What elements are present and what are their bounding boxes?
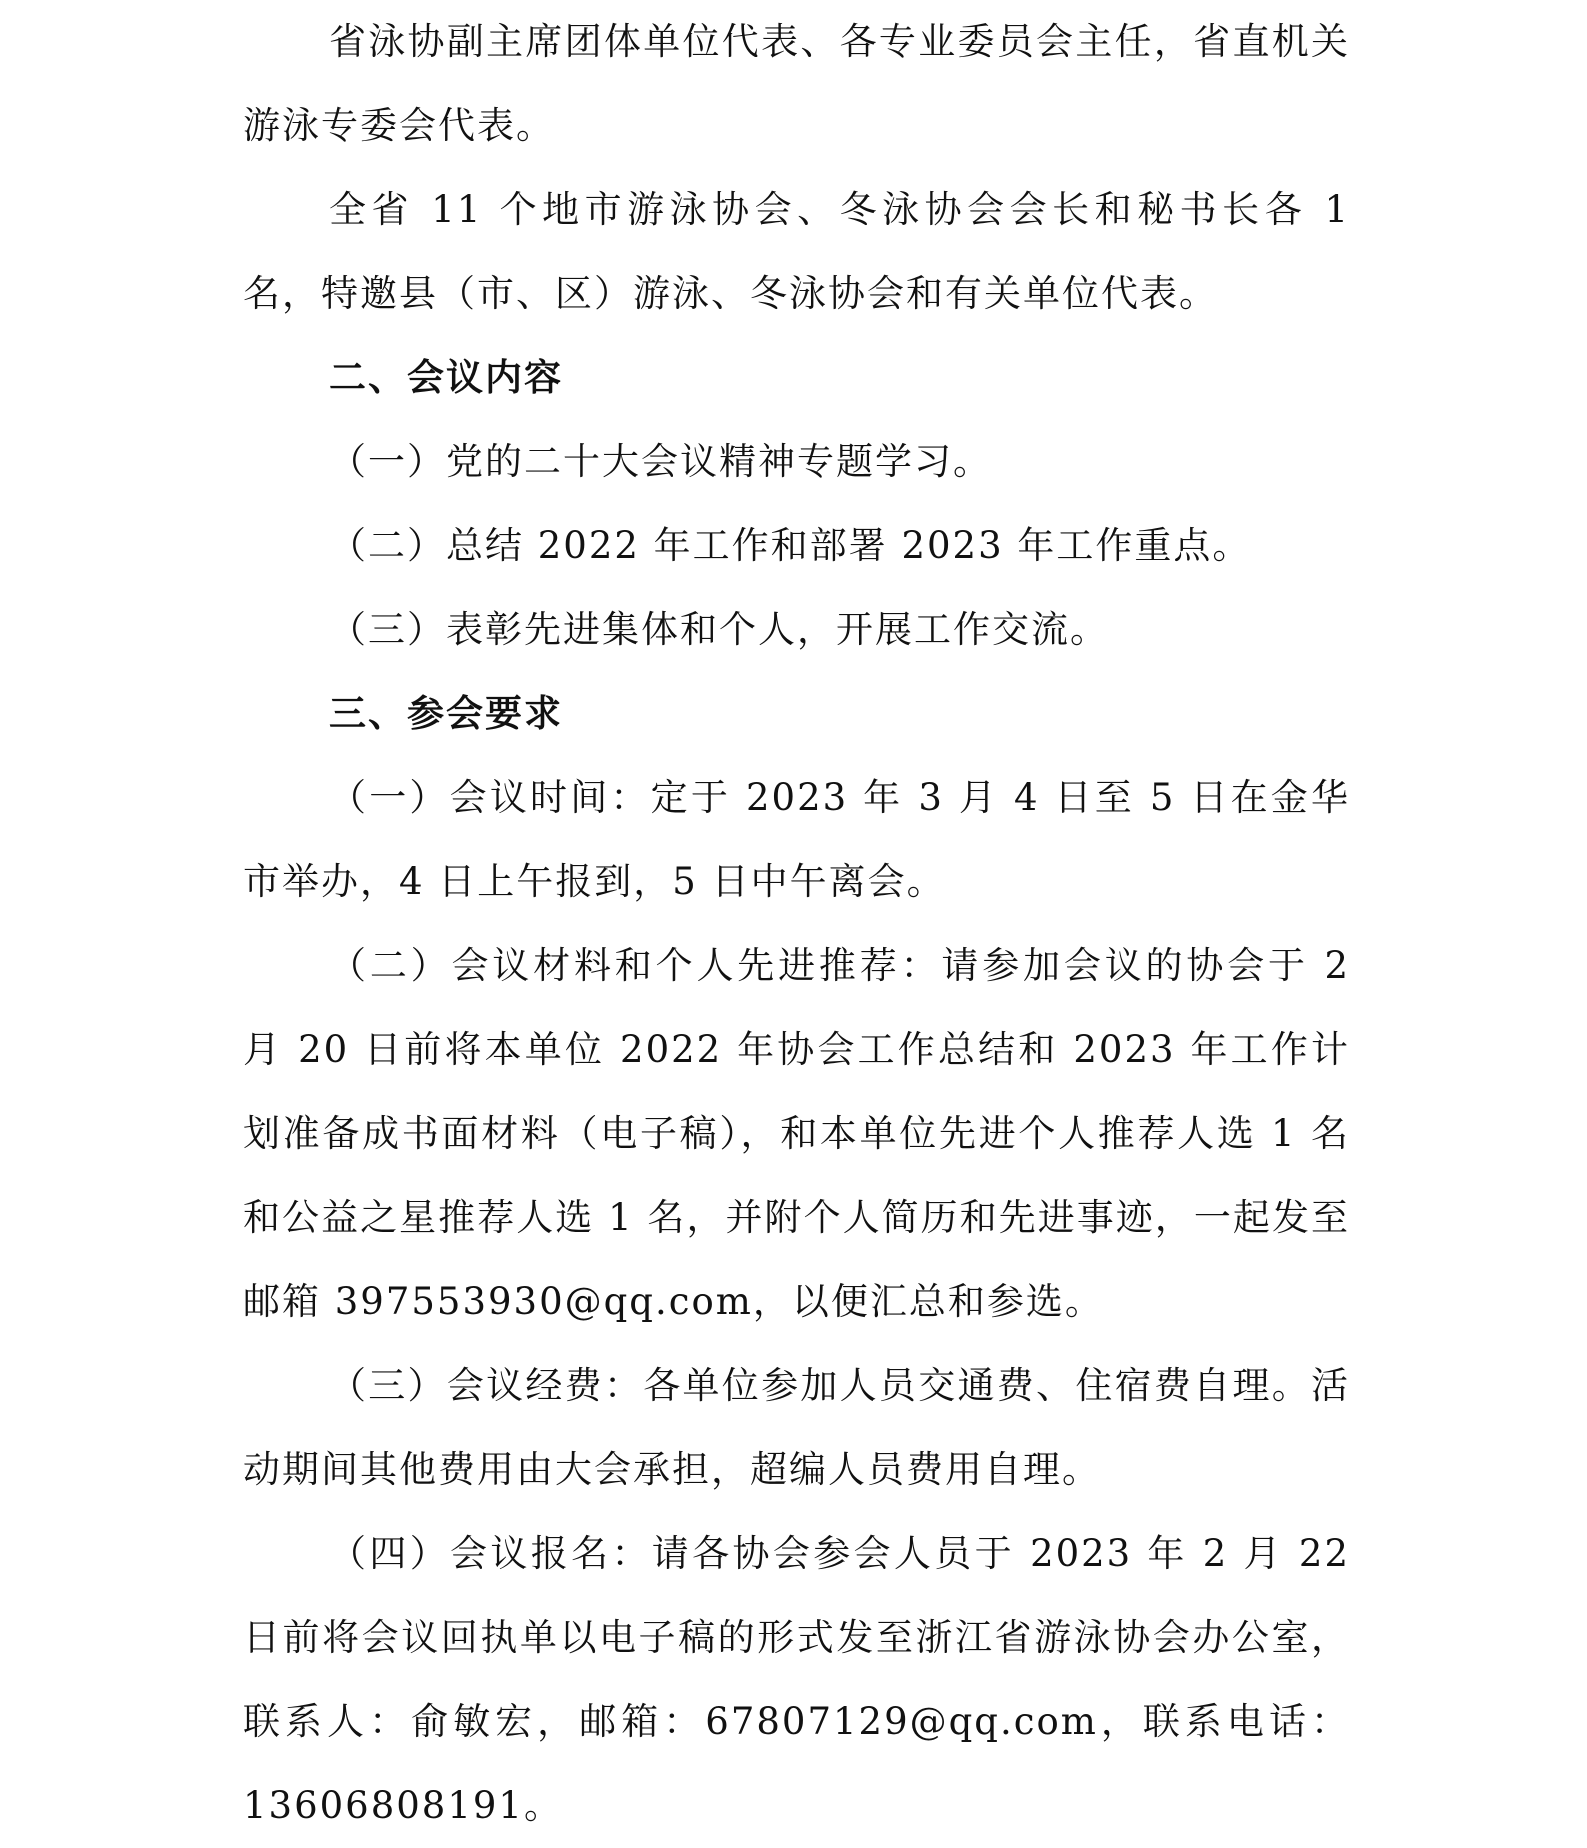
paragraph-attendees-cities: 全省 11 个地市游泳协会、冬泳协会会长和秘书长各 1 名，特邀县（市、区）游泳、冬泳协会和有关单位代表。 — [243, 188, 1350, 315]
paragraph-content-item-2: （二）总结 2022 年工作和部署 2023 年工作重点。 — [329, 524, 1252, 567]
paragraph-registration: （四）会议报名：请各协会参会人员于 2023 年 2 月 22 日前将会议回执单以电子稿的形式发至浙江省游泳协会办公室，联系人：俞敏宏，邮箱：67807129@qq.com，联系电话：13606808191。 — [243, 1532, 1350, 1827]
paragraph-meeting-time: （一）会议时间：定于 2023 年 3 月 4 日至 5 日在金华市举办，4 日上午报到，5 日中午离会。 — [243, 776, 1350, 903]
paragraph-content-item-1: （一）党的二十大会议精神专题学习。 — [329, 440, 992, 483]
document-body — [243, 0, 1350, 1848]
section-heading-meeting-content: 二、会议内容 — [329, 356, 563, 399]
paragraph-content-item-3: （三）表彰先进集体和个人，开展工作交流。 — [329, 608, 1109, 651]
section-heading-requirements: 三、参会要求 — [329, 692, 563, 735]
paragraph-attendees-vice-chairs: 省泳协副主席团体单位代表、各专业委员会主任，省直机关游泳专委会代表。 — [243, 20, 1350, 147]
paragraph-meeting-expenses: （三）会议经费：各单位参加人员交通费、住宿费自理。活动期间其他费用由大会承担，超编人员费用自理。 — [243, 1364, 1350, 1491]
paragraph-materials-recommendation: （二）会议材料和个人先进推荐：请参加会议的协会于 2 月 20 日前将本单位 2022 年协会工作总结和 2023 年工作计划准备成书面材料（电子稿），和本单位先进个人推荐人选 1 名和公益之星推荐人选 1 名，并附个人简历和先进事迹，一起发至邮箱 397553930@qq.com，以便汇总和参选。 — [243, 944, 1350, 1323]
